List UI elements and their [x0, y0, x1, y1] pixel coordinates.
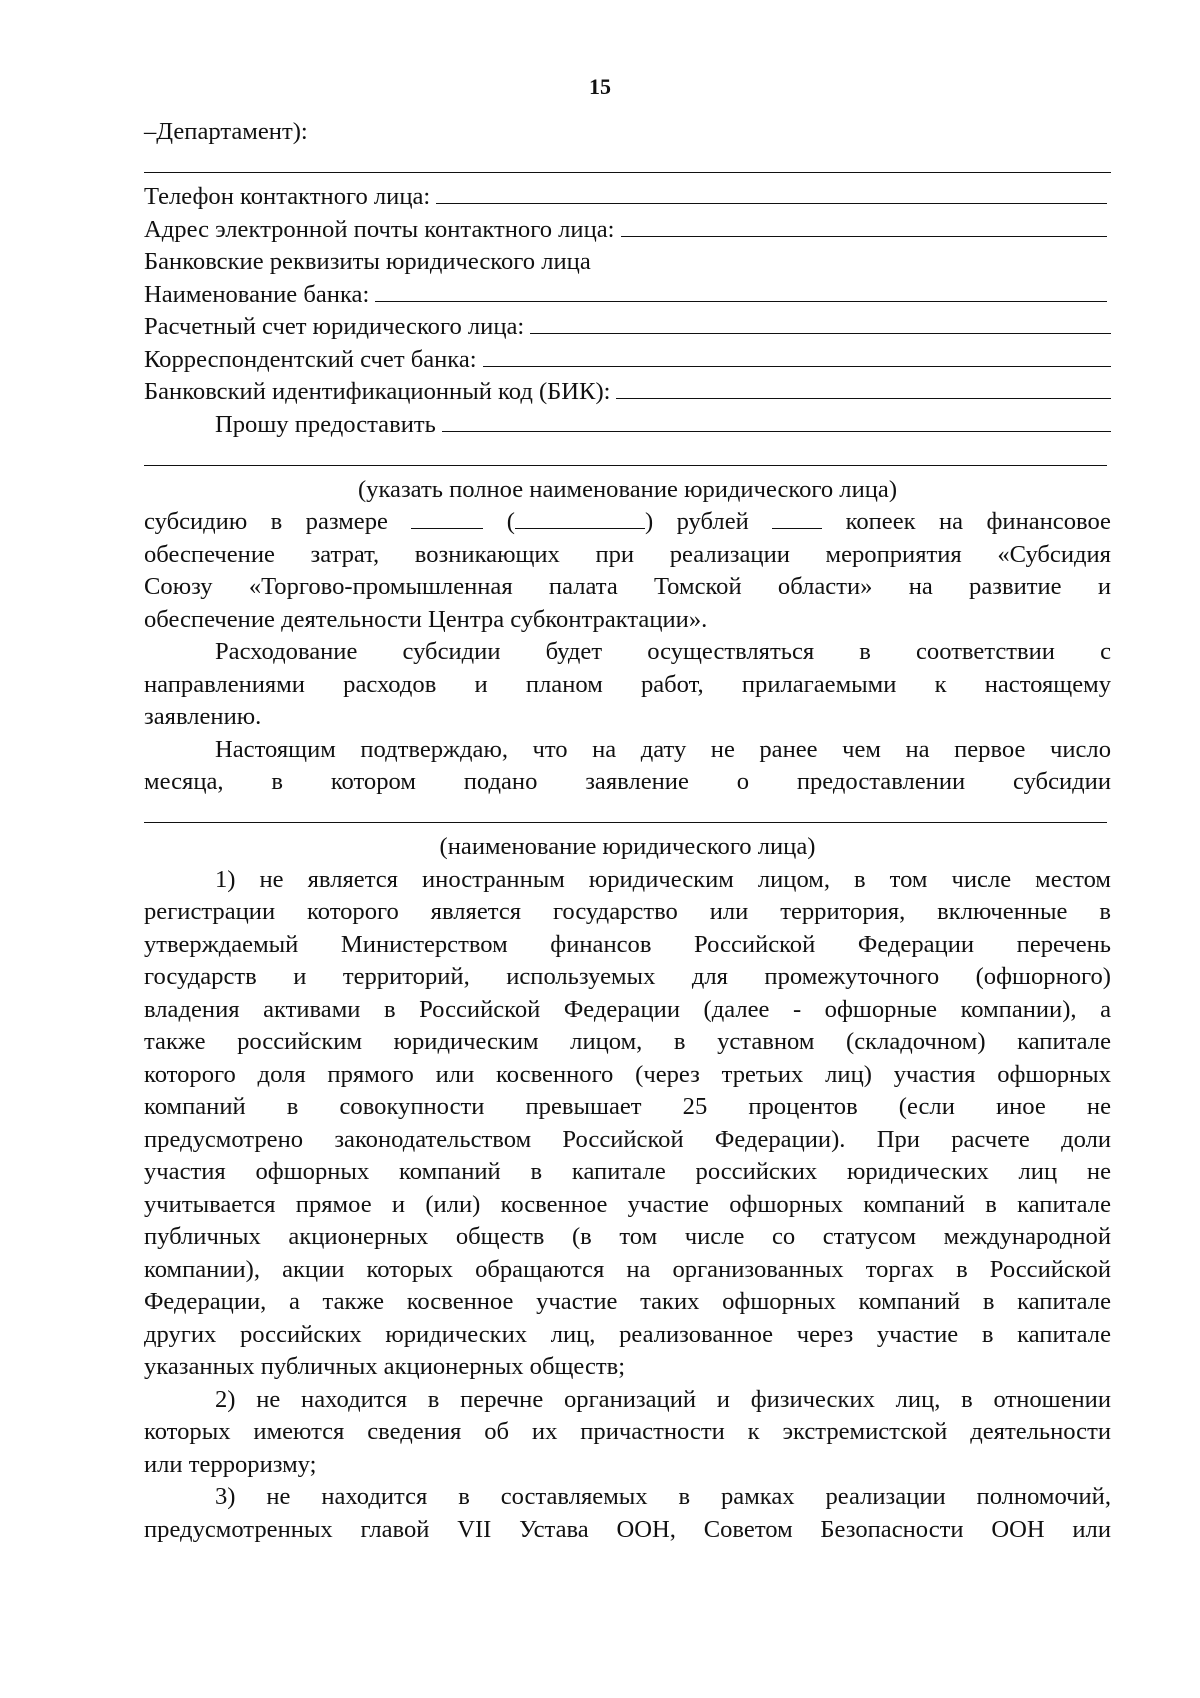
spending-line-2: направлениями расходов и планом работ, прилагаемыми к настоящему [144, 670, 1111, 698]
item-1-line: предусмотрено законодательством Российской Федерации). При расчете доли [144, 1125, 1111, 1153]
bank-name-label: Наименование банка: [144, 280, 370, 308]
item-3-line: 3) не находится в составляемых в рамках реализации полномочий, [215, 1483, 1111, 1510]
caption-full-name: (указать полное наименование юридического лица) [357, 475, 898, 503]
bik-label: Банковский идентификационный код (БИК): [144, 378, 611, 405]
blank-line-department[interactable] [144, 149, 1111, 182]
header-line: –Департамент): [144, 118, 308, 145]
confirm-line-2: месяца, в котором подано заявление о предоставлении субсидии [144, 768, 1111, 795]
page-content [144, 116, 1111, 1546]
contact-phone-field[interactable] [436, 181, 1107, 204]
item-1-line: участия офшорных компаний в капитале российских юридических лиц не [144, 1158, 1111, 1185]
item-1-line: регистрации которого является государство или территория, включенные в [144, 898, 1111, 925]
item-1-line: компаний в совокупности превышает 25 процентов (если иное не [144, 1093, 1111, 1120]
account-field[interactable] [530, 311, 1111, 334]
contact-email-label: Адрес электронной почты контактного лица: [144, 215, 615, 243]
confirm-line-1: Настоящим подтверждаю, что на дату не ранее чем на первое число [215, 735, 1111, 763]
spending-line-3: заявлению. [144, 703, 262, 730]
item-1-line: 1) не является иностранным юридическим лицом, в том числе местом [215, 865, 1111, 893]
subsidy-line-3: Союзу «Торгово-промышленная палата Томской области» на развитие и [144, 573, 1111, 600]
subsidy-amount-words-field[interactable] [515, 506, 645, 529]
blank-line-entity-name-2[interactable] [144, 799, 1107, 832]
corr-account-label: Корреспондентский счет банка: [144, 345, 477, 373]
item-2 [144, 1384, 1111, 1482]
item-1-line: государств и территорий, используемых для промежуточного (офшорного) [144, 963, 1111, 990]
account-row [144, 311, 1111, 344]
item-1-line: других российских юридических лиц, реализованное через участие в капитале [144, 1320, 1111, 1348]
request-row [144, 409, 1111, 442]
subsidy-paren-open: ( [506, 508, 515, 535]
subsidy-text-2: копеек на финансовое [845, 508, 1111, 535]
contact-phone-row [144, 181, 1111, 214]
item-1-line: компании), акции которых обращаются на организованных торгах в Российской [144, 1255, 1111, 1283]
request-field[interactable] [442, 409, 1111, 432]
item-1-line: указанных публичных акционерных обществ; [144, 1353, 626, 1380]
spending-line-1: Расходование субсидии будет осуществляться в соответствии с [215, 638, 1111, 665]
item-1-line: публичных акционерных обществ (в том числе со статусом международной [144, 1223, 1111, 1250]
subsidy-text-1: субсидию в размере [144, 508, 388, 535]
item-2-line: 2) не находится в перечне организаций и физических лиц, в отношении [215, 1385, 1111, 1413]
request-label: Прошу предоставить [215, 410, 436, 438]
subsidy-line-1 [144, 506, 1111, 539]
item-1-line: владения активами в Российской Федерации (далее - офшорные компании), а [144, 995, 1111, 1023]
subsidy-amount-field[interactable] [411, 506, 483, 529]
item-1 [144, 864, 1111, 1384]
caption-name: (наименование юридического лица) [439, 833, 816, 860]
subsidy-rubles-text: ) рублей [644, 508, 749, 535]
item-3-line: предусмотренных главой VII Устава ООН, Советом Безопасности ООН или [144, 1515, 1111, 1543]
page-number: 15 [589, 74, 611, 99]
corr-account-row [144, 344, 1111, 377]
item-2-line: или терроризму; [144, 1450, 317, 1478]
bank-name-row [144, 279, 1111, 312]
blank-line-entity-name[interactable] [144, 441, 1107, 474]
contact-email-row [144, 214, 1111, 247]
item-2-line: которых имеются сведения об их причастности к экстремистской деятельности [144, 1418, 1111, 1445]
item-1-line: которого доля прямого или косвенного (через третьих лиц) участия офшорных [144, 1060, 1111, 1088]
account-label: Расчетный счет юридического лица: [144, 313, 525, 340]
item-1-line: Федерации, а также косвенное участие таких офшорных компаний в капитале [144, 1288, 1111, 1315]
bank-name-field[interactable] [375, 279, 1107, 302]
subsidy-line-4: обеспечение деятельности Центра субконтрактации». [144, 605, 708, 633]
subsidy-kopecks-field[interactable] [772, 506, 822, 529]
item-1-line: утверждаемый Министерством финансов Российской Федерации перечень [144, 930, 1111, 958]
item-3 [144, 1481, 1111, 1546]
subsidy-line-2: обеспечение затрат, возникающих при реализации мероприятия «Субсидия [144, 540, 1111, 568]
contact-email-field[interactable] [621, 214, 1108, 237]
bank-details-heading: Банковские реквизиты юридического лица [144, 248, 591, 275]
corr-account-field[interactable] [483, 344, 1111, 367]
bik-row [144, 376, 1111, 409]
item-1-line: учитывается прямое и (или) косвенное участие офшорных компаний в капитале [144, 1190, 1111, 1218]
bik-field[interactable] [616, 376, 1111, 399]
item-1-line: также российским юридическим лицом, в уставном (складочном) капитале [144, 1028, 1111, 1055]
contact-phone-label: Телефон контактного лица: [144, 183, 431, 210]
